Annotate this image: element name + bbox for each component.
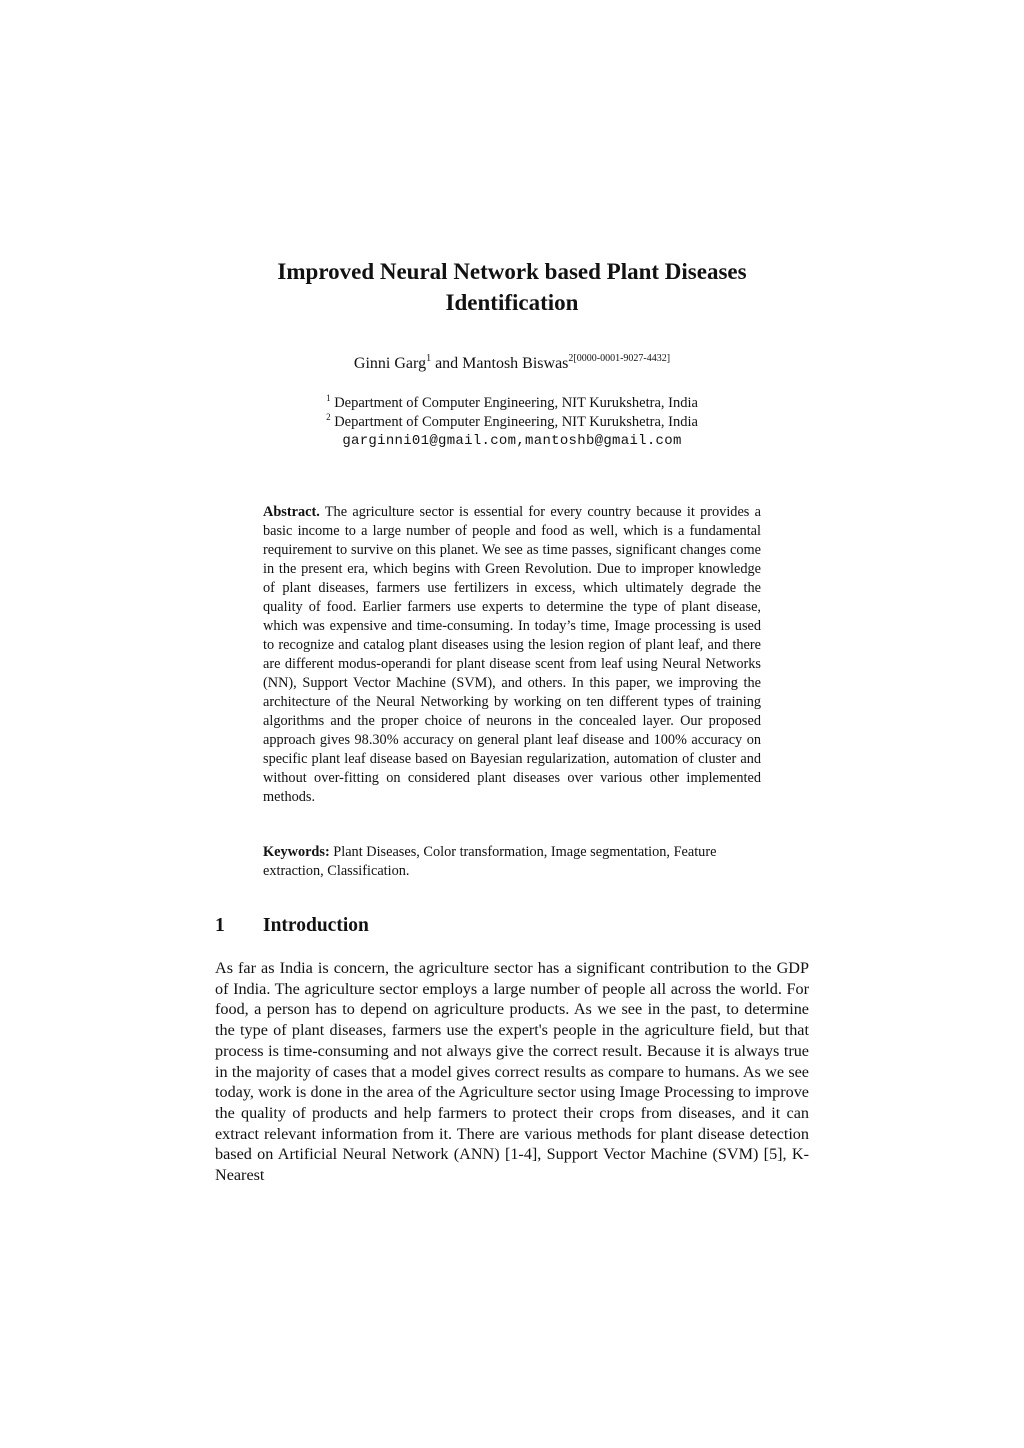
author-emails: garginni01@gmail.com,mantoshb@gmail.com (342, 433, 682, 449)
author-2-affiliation-orcid: 2[0000-0001-9027-4432] (568, 353, 671, 364)
paper-title-line-2: Identification (445, 290, 579, 315)
section-title: Introduction (263, 915, 369, 936)
paper-title (212, 256, 812, 318)
author-2-name: Mantosh Biswas (462, 355, 569, 372)
section-number: 1 (215, 915, 225, 936)
affiliation-2-text: Department of Computer Engineering, NIT Kurukshetra, India (330, 414, 698, 430)
keywords (263, 843, 761, 881)
affiliation-2 (212, 413, 812, 432)
abstract-label: Abstract. (263, 504, 320, 520)
affiliation-block (212, 394, 812, 451)
introduction-paragraph: As far as India is concern, the agriculture sector has a significant contribution to the GDP of India. The agriculture sector employs a large number of people all across the world. For food, a person has to depend on agriculture products. As we see in the past, to determine the type of plant diseases, farmers use the expert's people in the agriculture field, but that process is time-consuming and not always give the correct result. Because it is always true in the majority of cases that a model gives correct results as compare to humans. As we see today, work is done in the area of the Agriculture sector using Image Processing to improve the quality of products and help farmers to protect their crops from diseases, and it can extract relevant information from it. There are various methods for plant disease detection based on Artificial Neural Network (ANN) [1-4], Support Vector Machine (SVM) [5], K-Nearest (215, 959, 809, 1185)
paper-title-line-1: Improved Neural Network based Plant Diseases (277, 259, 747, 284)
affiliation-1-text: Department of Computer Engineering, NIT Kurukshetra, India (330, 395, 698, 411)
abstract (263, 503, 761, 807)
keywords-text: Plant Diseases, Color transformation, Image segmentation, Feature extraction, Classification. (263, 844, 717, 879)
author-1-name: Ginni Garg (353, 355, 427, 372)
author-conjunction: and (431, 355, 463, 372)
keywords-label: Keywords: (263, 844, 330, 860)
author-1-affiliation-mark: 1 (426, 353, 432, 364)
author-list (212, 352, 812, 376)
affiliation-1 (212, 394, 812, 413)
abstract-text: The agriculture sector is essential for every country because it provides a basic income to a large number of people and food as well, which is a fundamental requirement to survive on this planet. We see as time passes, significant changes come in the present era, which begins with Green Revolution. Due to improper knowledge of plant diseases, farmers use fertilizers in excess, which ultimately degrade the quality of food. Earlier farmers use experts to determine the type of plant disease, which was expensive and time-consuming. In today’s time, Image processing is used to recognize and catalog plant diseases using the lesion region of plant leaf, and there are different modus-operandi for plant disease scent from leaf using Neural Networks (NN), Support Vector Machine (SVM), and others. In this paper, we improving the architecture of the Neural Networking by working on ten different types of training algorithms and the proper choice of neurons in the concealed layer. Our proposed approach gives 98.30% accuracy on general plant leaf disease and 100% accuracy on specific plant leaf disease based on Bayesian regularization, automation of cluster and without over-fitting on considered plant diseases over various other implemented methods. (263, 504, 761, 805)
affiliation-2-mark: 2 (326, 412, 331, 422)
affiliation-1-mark: 1 (326, 393, 331, 403)
